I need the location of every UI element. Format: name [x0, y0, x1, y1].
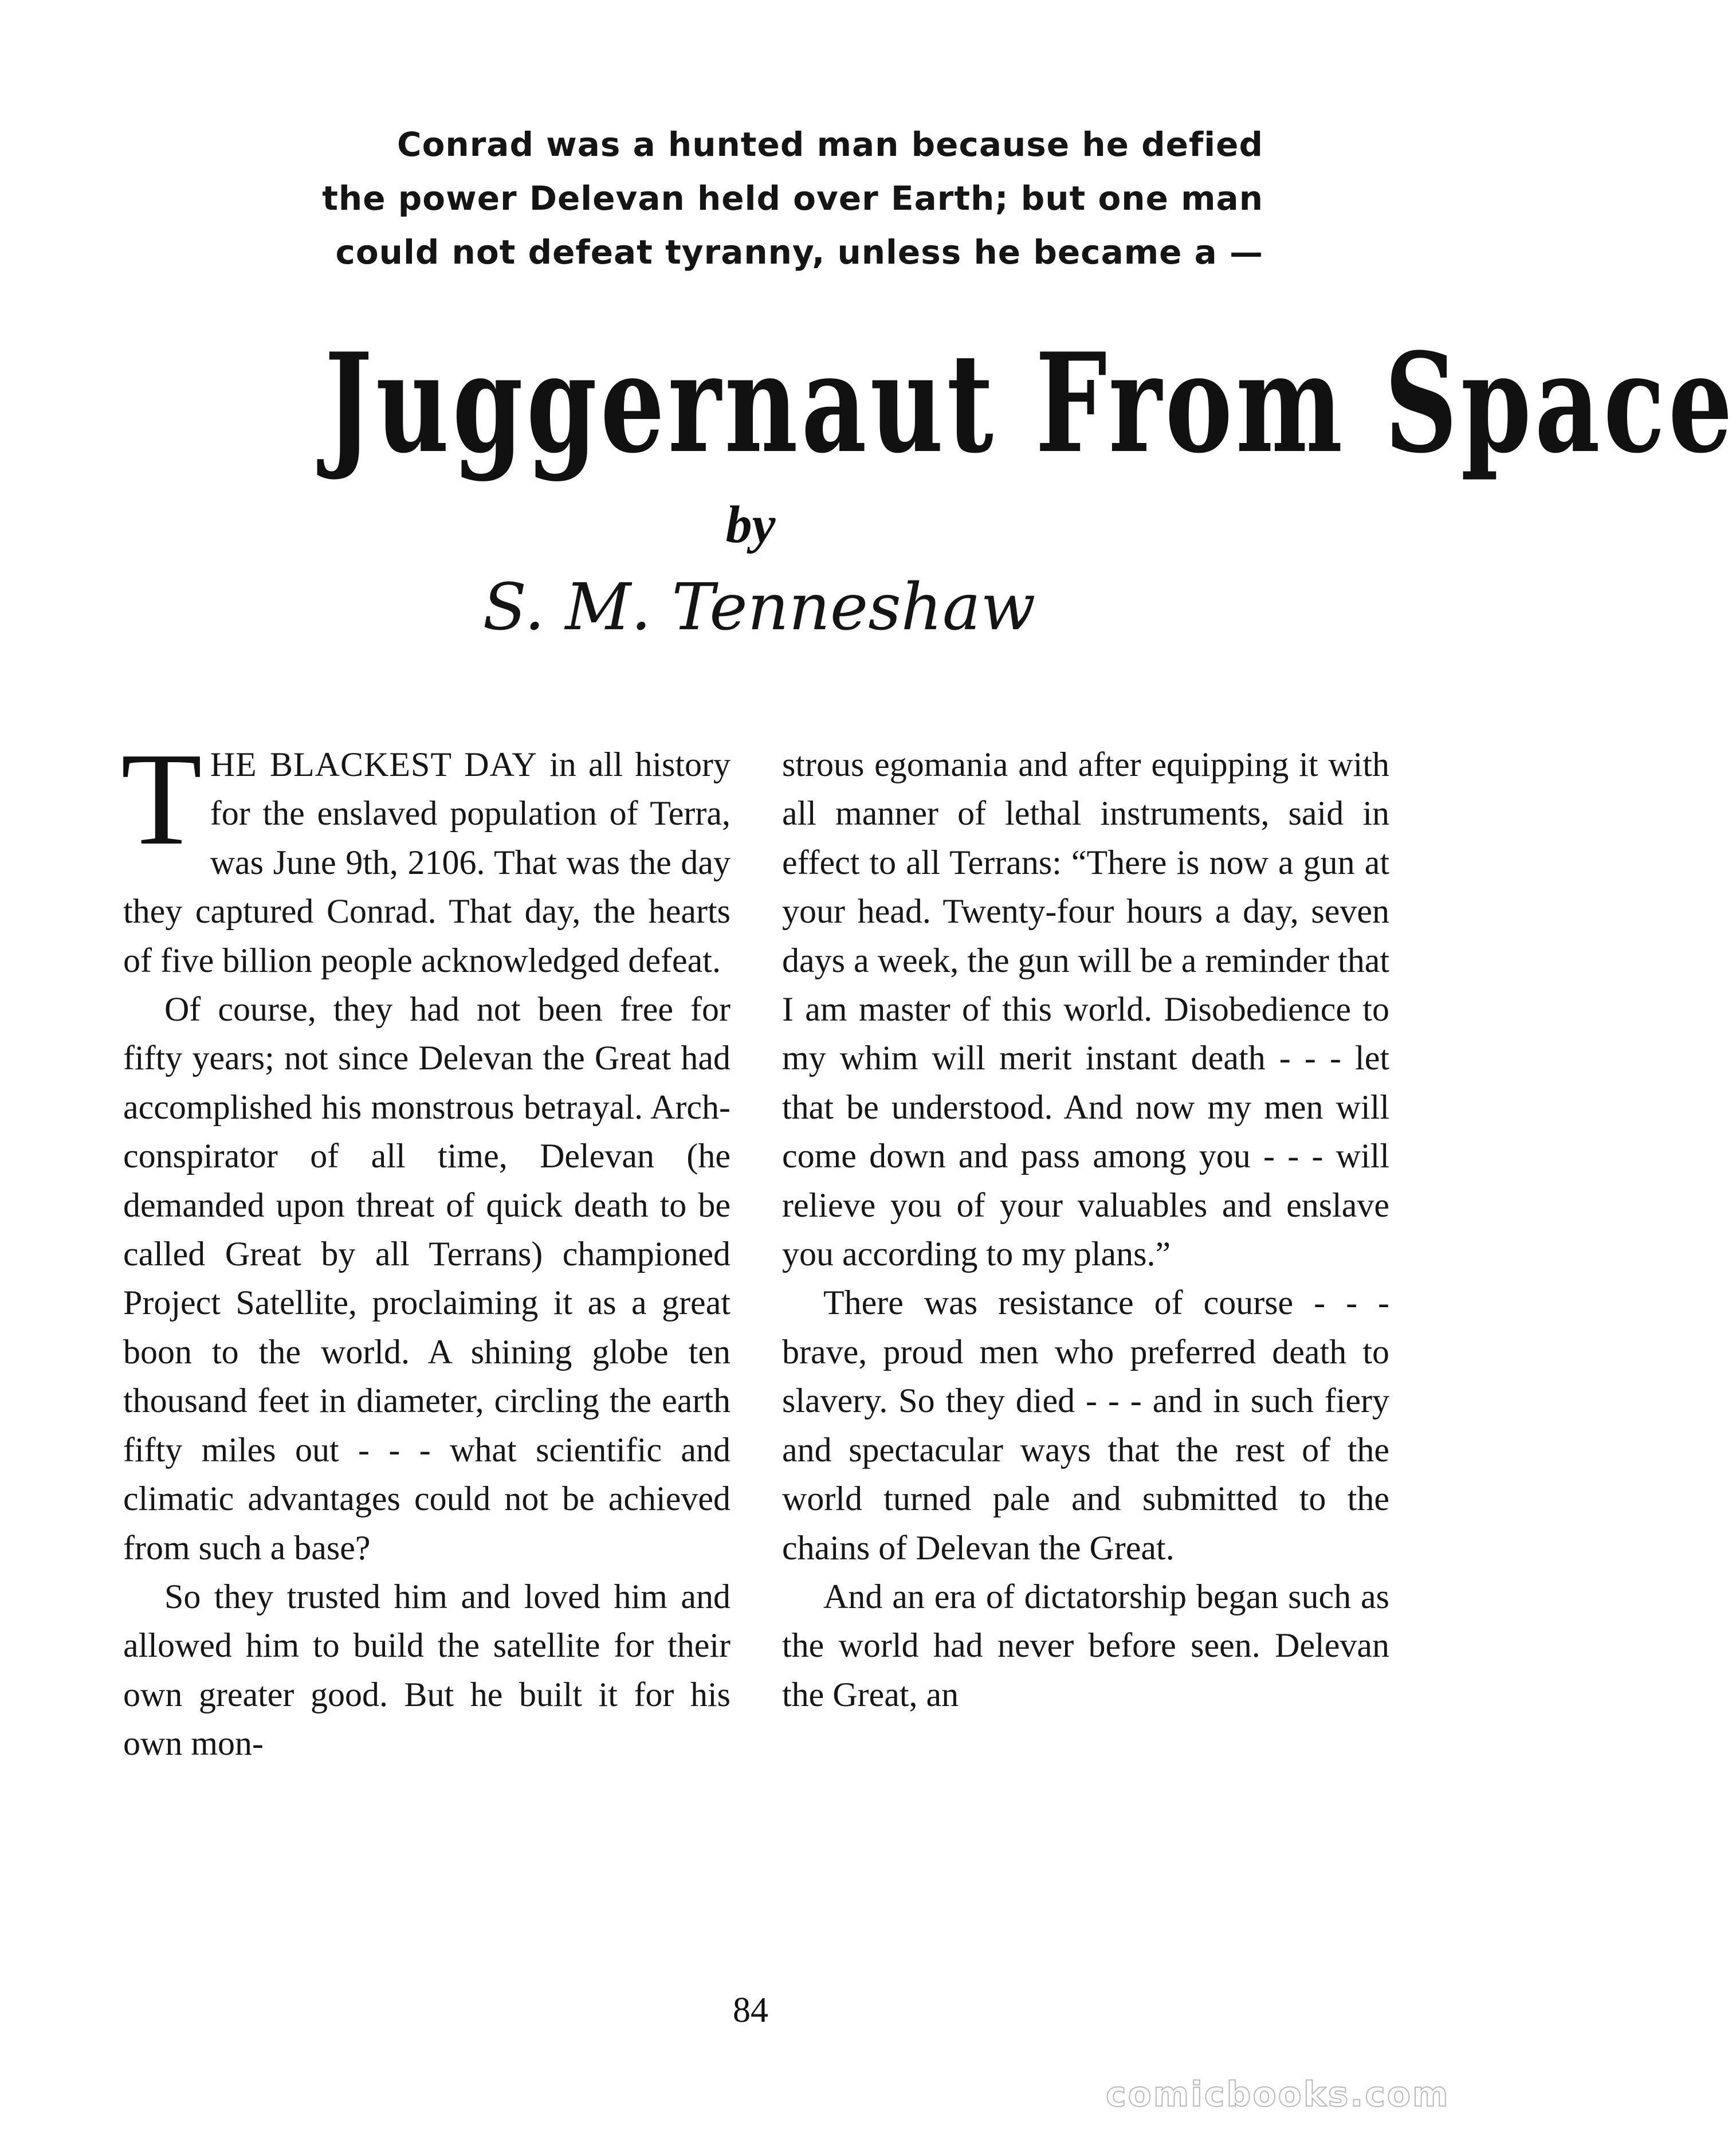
paragraph — [121, 726, 730, 985]
text-column-right — [782, 740, 1389, 1719]
watermark: comicbooks.com — [1106, 2075, 1450, 2115]
story-blurb — [241, 117, 1263, 279]
opening-small-caps: HE BLACKEST DAY — [210, 746, 537, 783]
drop-cap: T — [121, 726, 202, 873]
paragraph-continued: strous egomania and after equipping it with all manner of lethal instruments, said in effect to all Terrans: “There is now a gun at your head. Twenty-four hours a day, seven days a week, the gun will be a reminder that I am master of this world. Disobedience to my whim will merit instant death - - - let that be understood. And now my men will come down and pass among you - - - will relieve you of your valuables and enslave you according to my plans.” — [782, 746, 1389, 1273]
blurb-line: could not defeat tyranny, unless he became a — — [335, 233, 1263, 272]
paragraph: So they trusted him and loved him and allowed him to build the satellite for their own greater good. But he built it for his own mon- — [123, 1577, 730, 1763]
blurb-line: Conrad was a hunted man because he defied — [397, 125, 1263, 164]
paragraph-text: in all history for the enslaved population of Terra, was June 9th, 2106. That was the day they captured Conrad. That day, the hearts of five billion people acknowledged defeat. — [123, 746, 730, 979]
paragraph: There was resistance of course - - - brave, proud men who preferred death to slavery. So they died - - - and in such fiery and spectacular ways that the rest of the world turned pale and submitted to the chains of Delevan the Great. — [782, 1284, 1389, 1567]
text-column-left — [121, 726, 730, 1768]
page-number: 84 — [733, 1991, 768, 2030]
byline-by: by — [725, 495, 776, 554]
author-name: S. M. Tenneshaw — [482, 570, 1036, 645]
paragraph: And an era of dictatorship began such as the world had never before seen. Delevan the Great, an — [782, 1577, 1389, 1713]
blurb-line: the power Delevan held over Earth; but one man — [322, 179, 1263, 218]
story-title: Juggernaut From Space — [324, 324, 1736, 484]
paragraph: Of course, they had not been free for fifty years; not since Delevan the Great had accomplished his monstrous betrayal. Arch-conspirator of all time, Delevan (he demanded upon threat of quick death to be called Great by all Terrans) championed Project Satellite, proclaiming it as a great boon to the world. A shining globe ten thousand feet in diameter, circling the earth fifty miles out - - - what scientific and climatic advantages could not be achieved from such a base? — [123, 990, 730, 1567]
